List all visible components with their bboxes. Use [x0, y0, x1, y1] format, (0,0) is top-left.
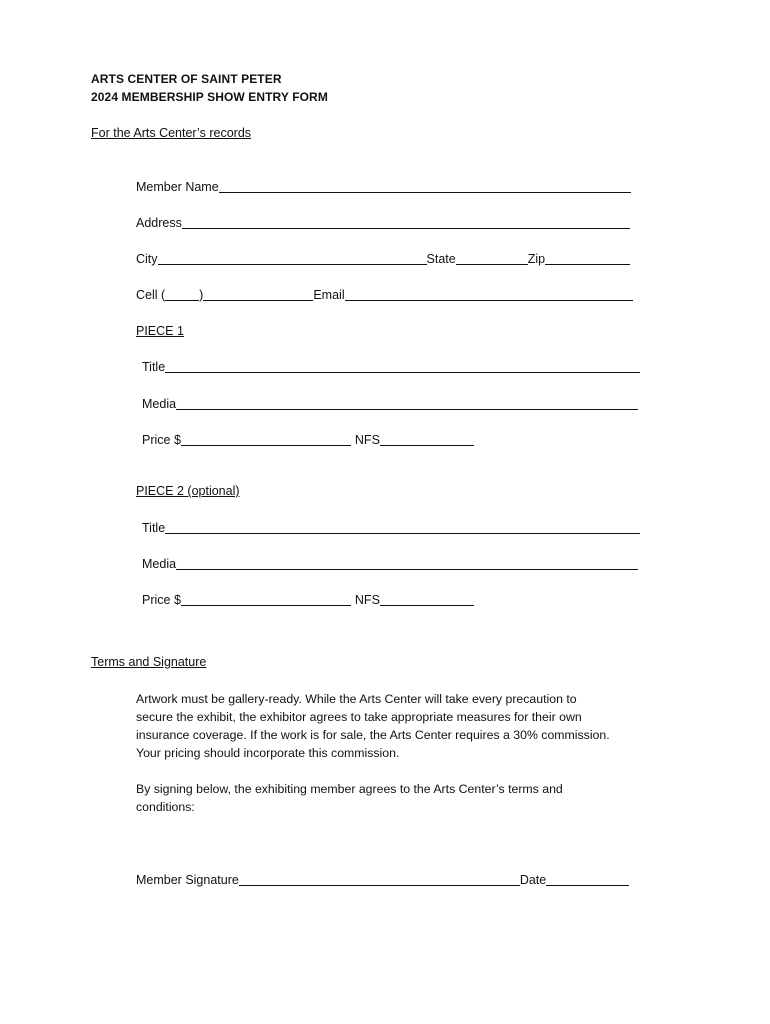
- org-name: ARTS CENTER OF SAINT PETER: [91, 72, 282, 86]
- state-label: State: [426, 252, 456, 266]
- terms-heading: Terms and Signature: [91, 655, 207, 669]
- cell-label: Cell (: [136, 288, 166, 302]
- city-state-zip-row: [136, 251, 630, 267]
- piece2-nfs-label: NFS: [354, 593, 380, 607]
- terms-line: Your pricing should incorporate this commission.: [136, 746, 400, 760]
- piece2-title-label: Title: [142, 521, 166, 535]
- email-line[interactable]: [345, 288, 633, 301]
- cell-paren-close: ): [199, 288, 204, 302]
- terms-line: Artwork must be gallery-ready. While the Arts Center will take every precaution to: [136, 692, 577, 706]
- piece2-title-line[interactable]: [165, 521, 640, 534]
- terms-line: insurance coverage. If the work is for sale, the Arts Center requires a 30% commission.: [136, 728, 610, 742]
- piece1-price-line[interactable]: [181, 433, 351, 446]
- piece1-price-label: Price $: [142, 433, 181, 447]
- piece2-media-field[interactable]: [142, 556, 638, 572]
- piece2-price-label: Price $: [142, 593, 181, 607]
- cell-email-row: [136, 287, 633, 303]
- piece1-title-field[interactable]: [142, 359, 640, 375]
- piece1-media-line[interactable]: [176, 397, 638, 410]
- piece2-media-label: Media: [142, 557, 177, 571]
- piece1-title-label: Title: [142, 360, 166, 374]
- signature-line[interactable]: [239, 873, 520, 886]
- signature-label: Member Signature: [136, 873, 239, 887]
- member-name-label: Member Name: [136, 180, 219, 194]
- piece1-title-line[interactable]: [165, 360, 640, 373]
- agreement-paragraph: [136, 780, 636, 816]
- piece1-media-label: Media: [142, 397, 177, 411]
- cell-line[interactable]: [203, 288, 313, 301]
- piece1-price-row: [142, 432, 474, 448]
- address-field[interactable]: [136, 215, 630, 231]
- city-label: City: [136, 252, 158, 266]
- piece2-heading: PIECE 2 (optional): [136, 484, 240, 498]
- form-title: 2024 MEMBERSHIP SHOW ENTRY FORM: [91, 90, 328, 104]
- piece2-price-line[interactable]: [181, 593, 351, 606]
- signature-row: [136, 872, 629, 888]
- terms-paragraph: [136, 690, 636, 762]
- records-heading: For the Arts Center’s records: [91, 126, 252, 140]
- piece1-heading: PIECE 1: [136, 324, 184, 338]
- address-label: Address: [136, 216, 182, 230]
- piece1-nfs-line[interactable]: [380, 433, 474, 446]
- city-line[interactable]: [158, 252, 427, 265]
- piece2-media-line[interactable]: [176, 557, 638, 570]
- zip-label: Zip: [527, 252, 546, 266]
- agreement-line: conditions:: [136, 800, 195, 814]
- state-line[interactable]: [456, 252, 528, 265]
- date-label: Date: [519, 873, 547, 887]
- address-line[interactable]: [182, 216, 630, 229]
- zip-line[interactable]: [545, 252, 630, 265]
- piece1-media-field[interactable]: [142, 396, 638, 412]
- piece2-price-row: [142, 592, 474, 608]
- area-code-line[interactable]: [165, 288, 199, 301]
- terms-line: secure the exhibit, the exhibitor agrees to take appropriate measures for their own: [136, 710, 582, 724]
- member-name-line[interactable]: [219, 180, 631, 193]
- date-line[interactable]: [546, 873, 629, 886]
- piece1-nfs-label: NFS: [354, 433, 380, 447]
- member-name-field[interactable]: [136, 179, 631, 195]
- piece2-nfs-line[interactable]: [380, 593, 474, 606]
- piece2-title-field[interactable]: [142, 520, 640, 536]
- agreement-line: By signing below, the exhibiting member agrees to the Arts Center’s terms and: [136, 782, 563, 796]
- email-label: Email: [313, 288, 345, 302]
